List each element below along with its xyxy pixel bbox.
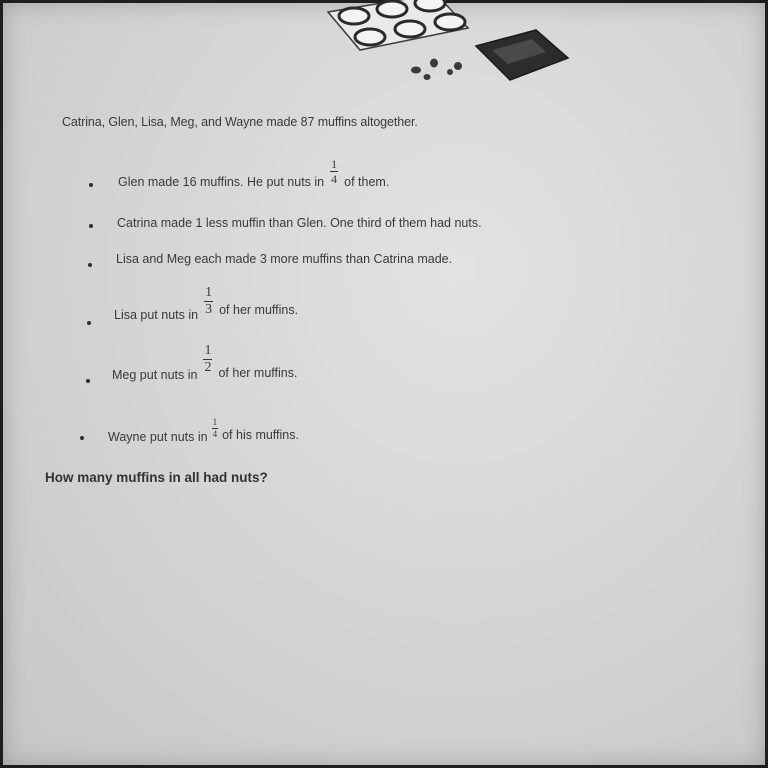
- intro-text: Catrina, Glen, Lisa, Meg, and Wayne made 87 muffins altogether.: [62, 115, 418, 129]
- bullet-lisa-meg: [116, 252, 452, 266]
- bullet-text: of her muffins.: [219, 302, 299, 317]
- bullet-dot: [89, 183, 93, 187]
- fraction-denominator: 2: [204, 360, 212, 375]
- nut-bag-icon: [476, 30, 568, 80]
- fraction-numerator: 1: [204, 343, 212, 358]
- bullet-text: Wayne put nuts in: [108, 429, 208, 444]
- fraction: [203, 344, 212, 375]
- bullet-text: of them.: [344, 174, 390, 189]
- bullet-text: of her muffins.: [218, 365, 298, 380]
- question-text: How many muffins in all had nuts?: [45, 470, 268, 485]
- fraction-numerator: 1: [205, 285, 213, 300]
- fraction: [330, 158, 338, 185]
- fraction-numerator: 1: [212, 417, 218, 427]
- bullet-wayne: [108, 417, 299, 444]
- muffin-tin-illustration: [318, 0, 578, 92]
- fraction-numerator: 1: [331, 157, 338, 171]
- fraction: [204, 286, 213, 317]
- muffin-tin-icon: [328, 0, 468, 50]
- bullet-dot: [89, 224, 93, 228]
- nuts-icon: [411, 59, 462, 81]
- bullet-meg: [112, 343, 298, 382]
- bullet-glen: [118, 157, 390, 195]
- bullet-text: Lisa put nuts in: [114, 307, 199, 322]
- fraction-denominator: 3: [205, 302, 213, 317]
- fraction-denominator: 4: [331, 172, 338, 186]
- bullet-text: Catrina made 1 less muffin than Glen. One third of them had nuts.: [117, 216, 482, 230]
- bullet-text: Lisa and Meg each made 3 more muffins than Catrina made.: [116, 252, 453, 266]
- bullet-dot: [88, 263, 92, 267]
- bullet-dot: [87, 321, 91, 325]
- bullet-text: Meg put nuts in: [112, 367, 198, 382]
- bullet-text: Glen made 16 muffins. He put nuts in: [118, 174, 325, 189]
- fraction-denominator: 4: [212, 429, 218, 439]
- bullet-lisa: [114, 285, 299, 322]
- bullet-text: of his muffins.: [222, 427, 299, 442]
- bullet-dot: [80, 436, 84, 440]
- bullet-dot: [86, 379, 90, 383]
- bullet-catrina: [117, 216, 482, 230]
- fraction: [212, 418, 219, 439]
